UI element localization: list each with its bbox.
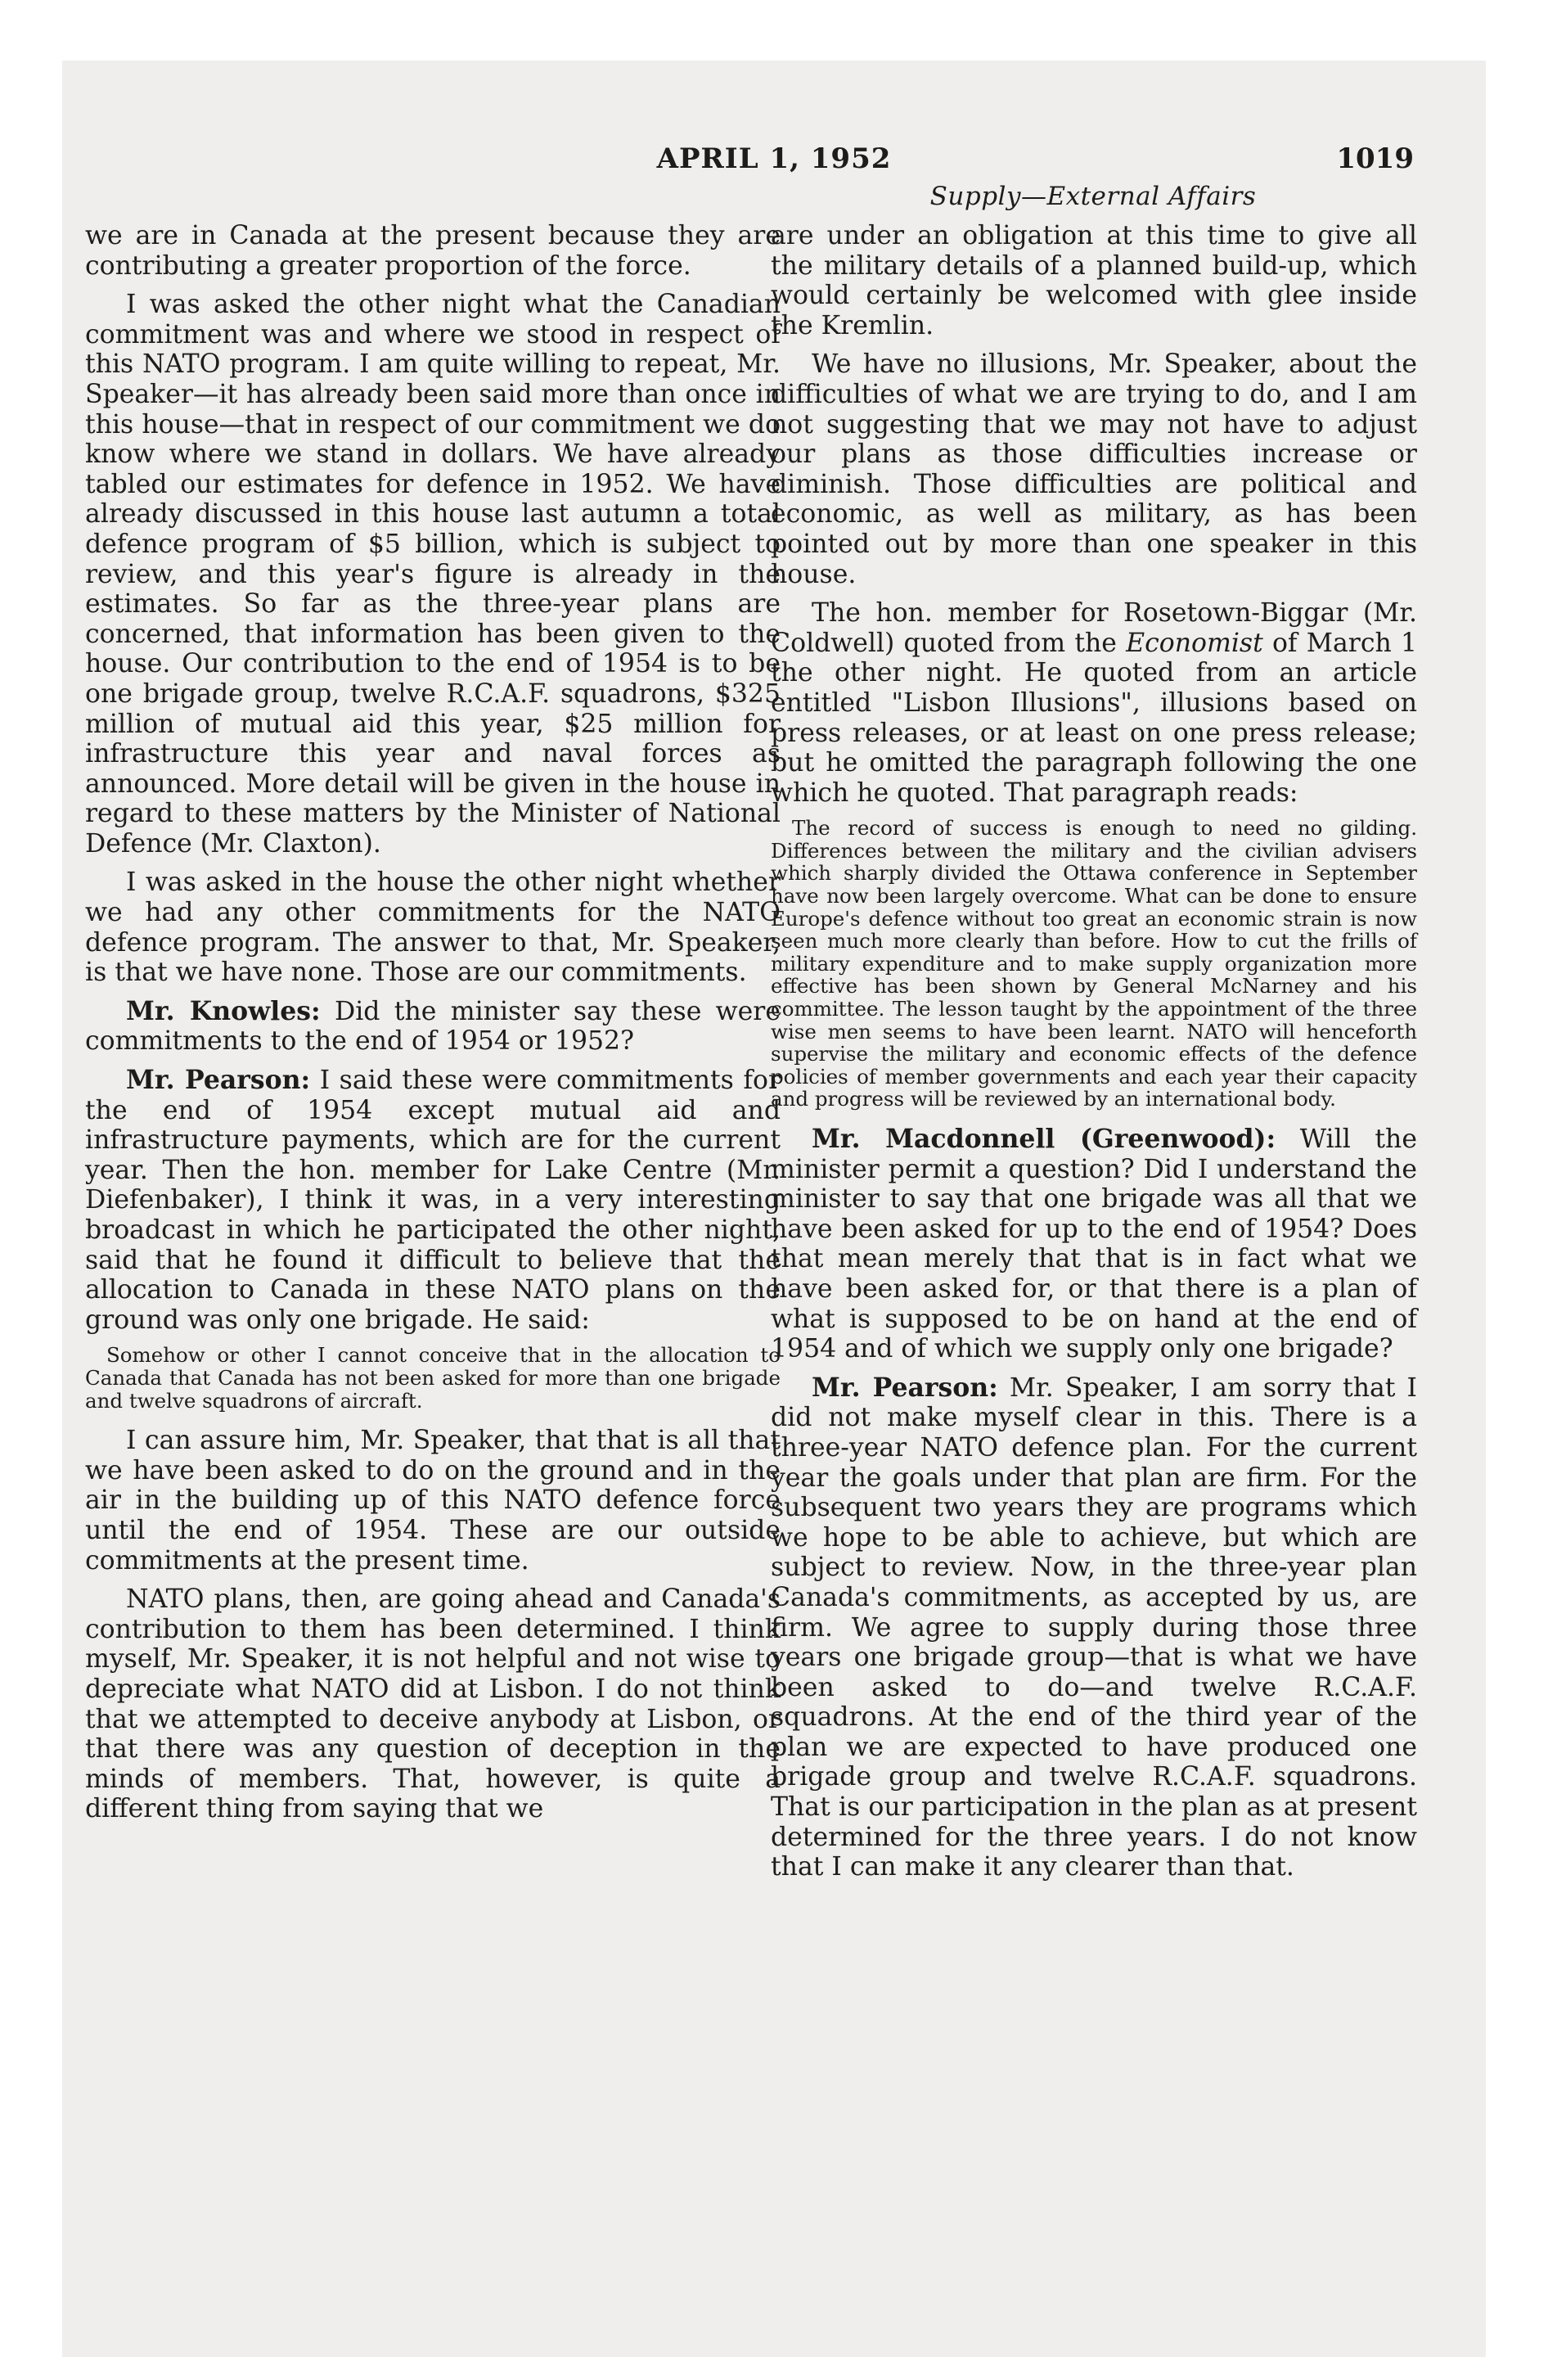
speech-knowles xyxy=(85,997,781,1057)
speech-pearson xyxy=(771,1373,1417,1882)
speaker-name: Mr. Pearson: xyxy=(812,1372,998,1403)
speaker-name: Mr. Macdonnell (Greenwood): xyxy=(812,1124,1276,1154)
left-column xyxy=(85,221,781,1833)
speech-text: Did the minister say these were commitments to the end of 1954 or 1952? xyxy=(85,996,781,1057)
speech-macdonnell xyxy=(771,1125,1417,1364)
paragraph: I can assure him, Mr. Speaker, that that is all that we have been asked to do on the ground and in the air in the building up of this NATO defence force until the end of 1954. These are our outside commitments at the present time. xyxy=(85,1426,781,1575)
right-column xyxy=(771,221,1417,1891)
speech-text: Mr. Speaker, I am sorry that I did not make myself clear in this. There is a three-year NATO defence plan. For the current year the goals under that plan are firm. For the subsequent two years they are programs which we hope to be able to achieve, but which are subject to review. Now, in the three-year plan Canada's commitments, as accepted by us, are firm. We agree to supply during those three years one brigade group—that is what we have been asked to do—and twelve R.C.A.F. squadrons. At the end of the third year of the plan we are expected to have produced one brigade group and twelve R.C.A.F. squadrons. That is our participation in the plan as at present determined for the three years. I do not know that I can make it any clearer than that. xyxy=(771,1373,1417,1882)
speaker-name: Mr. Knowles: xyxy=(126,995,321,1026)
block-quote: The record of success is enough to need no gilding. Differences between the military and the civilian advisers which sharply divided the Ottawa conference in September have now been largely overcome. What can be done to ensure Europe's defence without too great an economic strain is now seen much more clearly than before. How to cut the frills of military expenditure and to make supply organization more effective has been shown by General McNarney and his committee. The lesson taught by the appointment of the three wise men seems to have been learnt. NATO will henceforth supervise the military and economic effects of the defence policies of member governments and each year their capacity and progress will be reviewed by an international body. xyxy=(771,816,1417,1111)
paragraph-text: of March 1 the other night. He quoted from an article entitled "Lisbon Illusions", illusions based on press releases, or at least on one press release; but he omitted the paragraph following the one which he quoted. That paragraph reads: xyxy=(771,628,1417,808)
running-head: Supply—External Affairs xyxy=(929,182,1257,211)
paragraph xyxy=(771,598,1417,808)
page-number: 1019 xyxy=(1336,142,1414,175)
paragraph: I was asked the other night what the Canadian commitment was and where we stood in respect of this NATO program. I am quite willing to repeat, Mr. Speaker—it has already been said more than once in this house—that in respect of our commitment we do know where we stand in dollars. We have already tabled our estimates for defence in 1952. We have already discussed in this house last autumn a total defence program of $5 billion, which is subject to review, and this year's figure is already in the estimates. So far as the three-year plans are concerned, that information has been given to the house. Our contribution to the end of 1954 is to be one brigade group, twelve R.C.A.F. squadrons, $325 million of mutual aid this year, $25 million for infrastructure this year and naval forces as announced. More detail will be given in the house in regard to these matters by the Minister of National Defence (Mr. Claxton). xyxy=(85,290,781,859)
paragraph: NATO plans, then, are going ahead and Canada's contribution to them has been determined. I think myself, Mr. Speaker, it is not helpful and not wise to depreciate what NATO did at Lisbon. I do not think that we attempted to deceive anybody at Lisbon, or that there was any question of deception in the minds of members. That, however, is quite a different thing from saying that we xyxy=(85,1584,781,1824)
block-quote: Somehow or other I cannot conceive that in the allocation to Canada that Canada has not been asked for more than one brigade and twelve squadrons of aircraft. xyxy=(85,1343,781,1413)
paragraph: we are in Canada at the present because they are contributing a greater proportion of the force. xyxy=(85,221,781,281)
speech-text: Will the minister permit a question? Did I understand the minister to say that one brigade was all that we have been asked for up to the end of 1954? Does that mean merely that that is in fact what we have been asked for, or that there is a plan of what is supposed to be on hand at the end of 1954 and of which we supply only one brigade? xyxy=(771,1125,1417,1364)
paragraph: are under an obligation at this time to give all the military details of a planned build-up, which would certainly be welcomed with glee inside the Kremlin. xyxy=(771,221,1417,340)
speaker-name: Mr. Pearson: xyxy=(126,1065,311,1096)
publication-title: Economist xyxy=(1126,628,1263,658)
speech-pearson xyxy=(85,1066,781,1335)
speech-text: I said these were commitments for the end of 1954 except mutual aid and infrastructure payments, which are for the current year. Then the hon. member for Lake Centre (Mr. Diefenbaker), I think it was, in a very interesting broadcast in which he participated the other night, said that he found it difficult to believe that the allocation to Canada in these NATO plans on the ground was only one brigade. He said: xyxy=(85,1066,781,1335)
paragraph: I was asked in the house the other night whether we had any other commitments for the NATO defence program. The answer to that, Mr. Speaker, is that we have none. Those are our commitments. xyxy=(85,868,781,988)
paragraph: We have no illusions, Mr. Speaker, about the difficulties of what we are trying to do, and I am not suggesting that we may not have to adjust our plans as those difficulties increase or diminish. Those difficulties are political and economic, as well as military, as has been pointed out by more than one speaker in this house. xyxy=(771,349,1417,589)
paragraph-text: The hon. member for Rosetown-Biggar (Mr. Coldwell) quoted from the xyxy=(771,598,1417,658)
header-date: APRIL 1, 1952 xyxy=(656,142,892,175)
